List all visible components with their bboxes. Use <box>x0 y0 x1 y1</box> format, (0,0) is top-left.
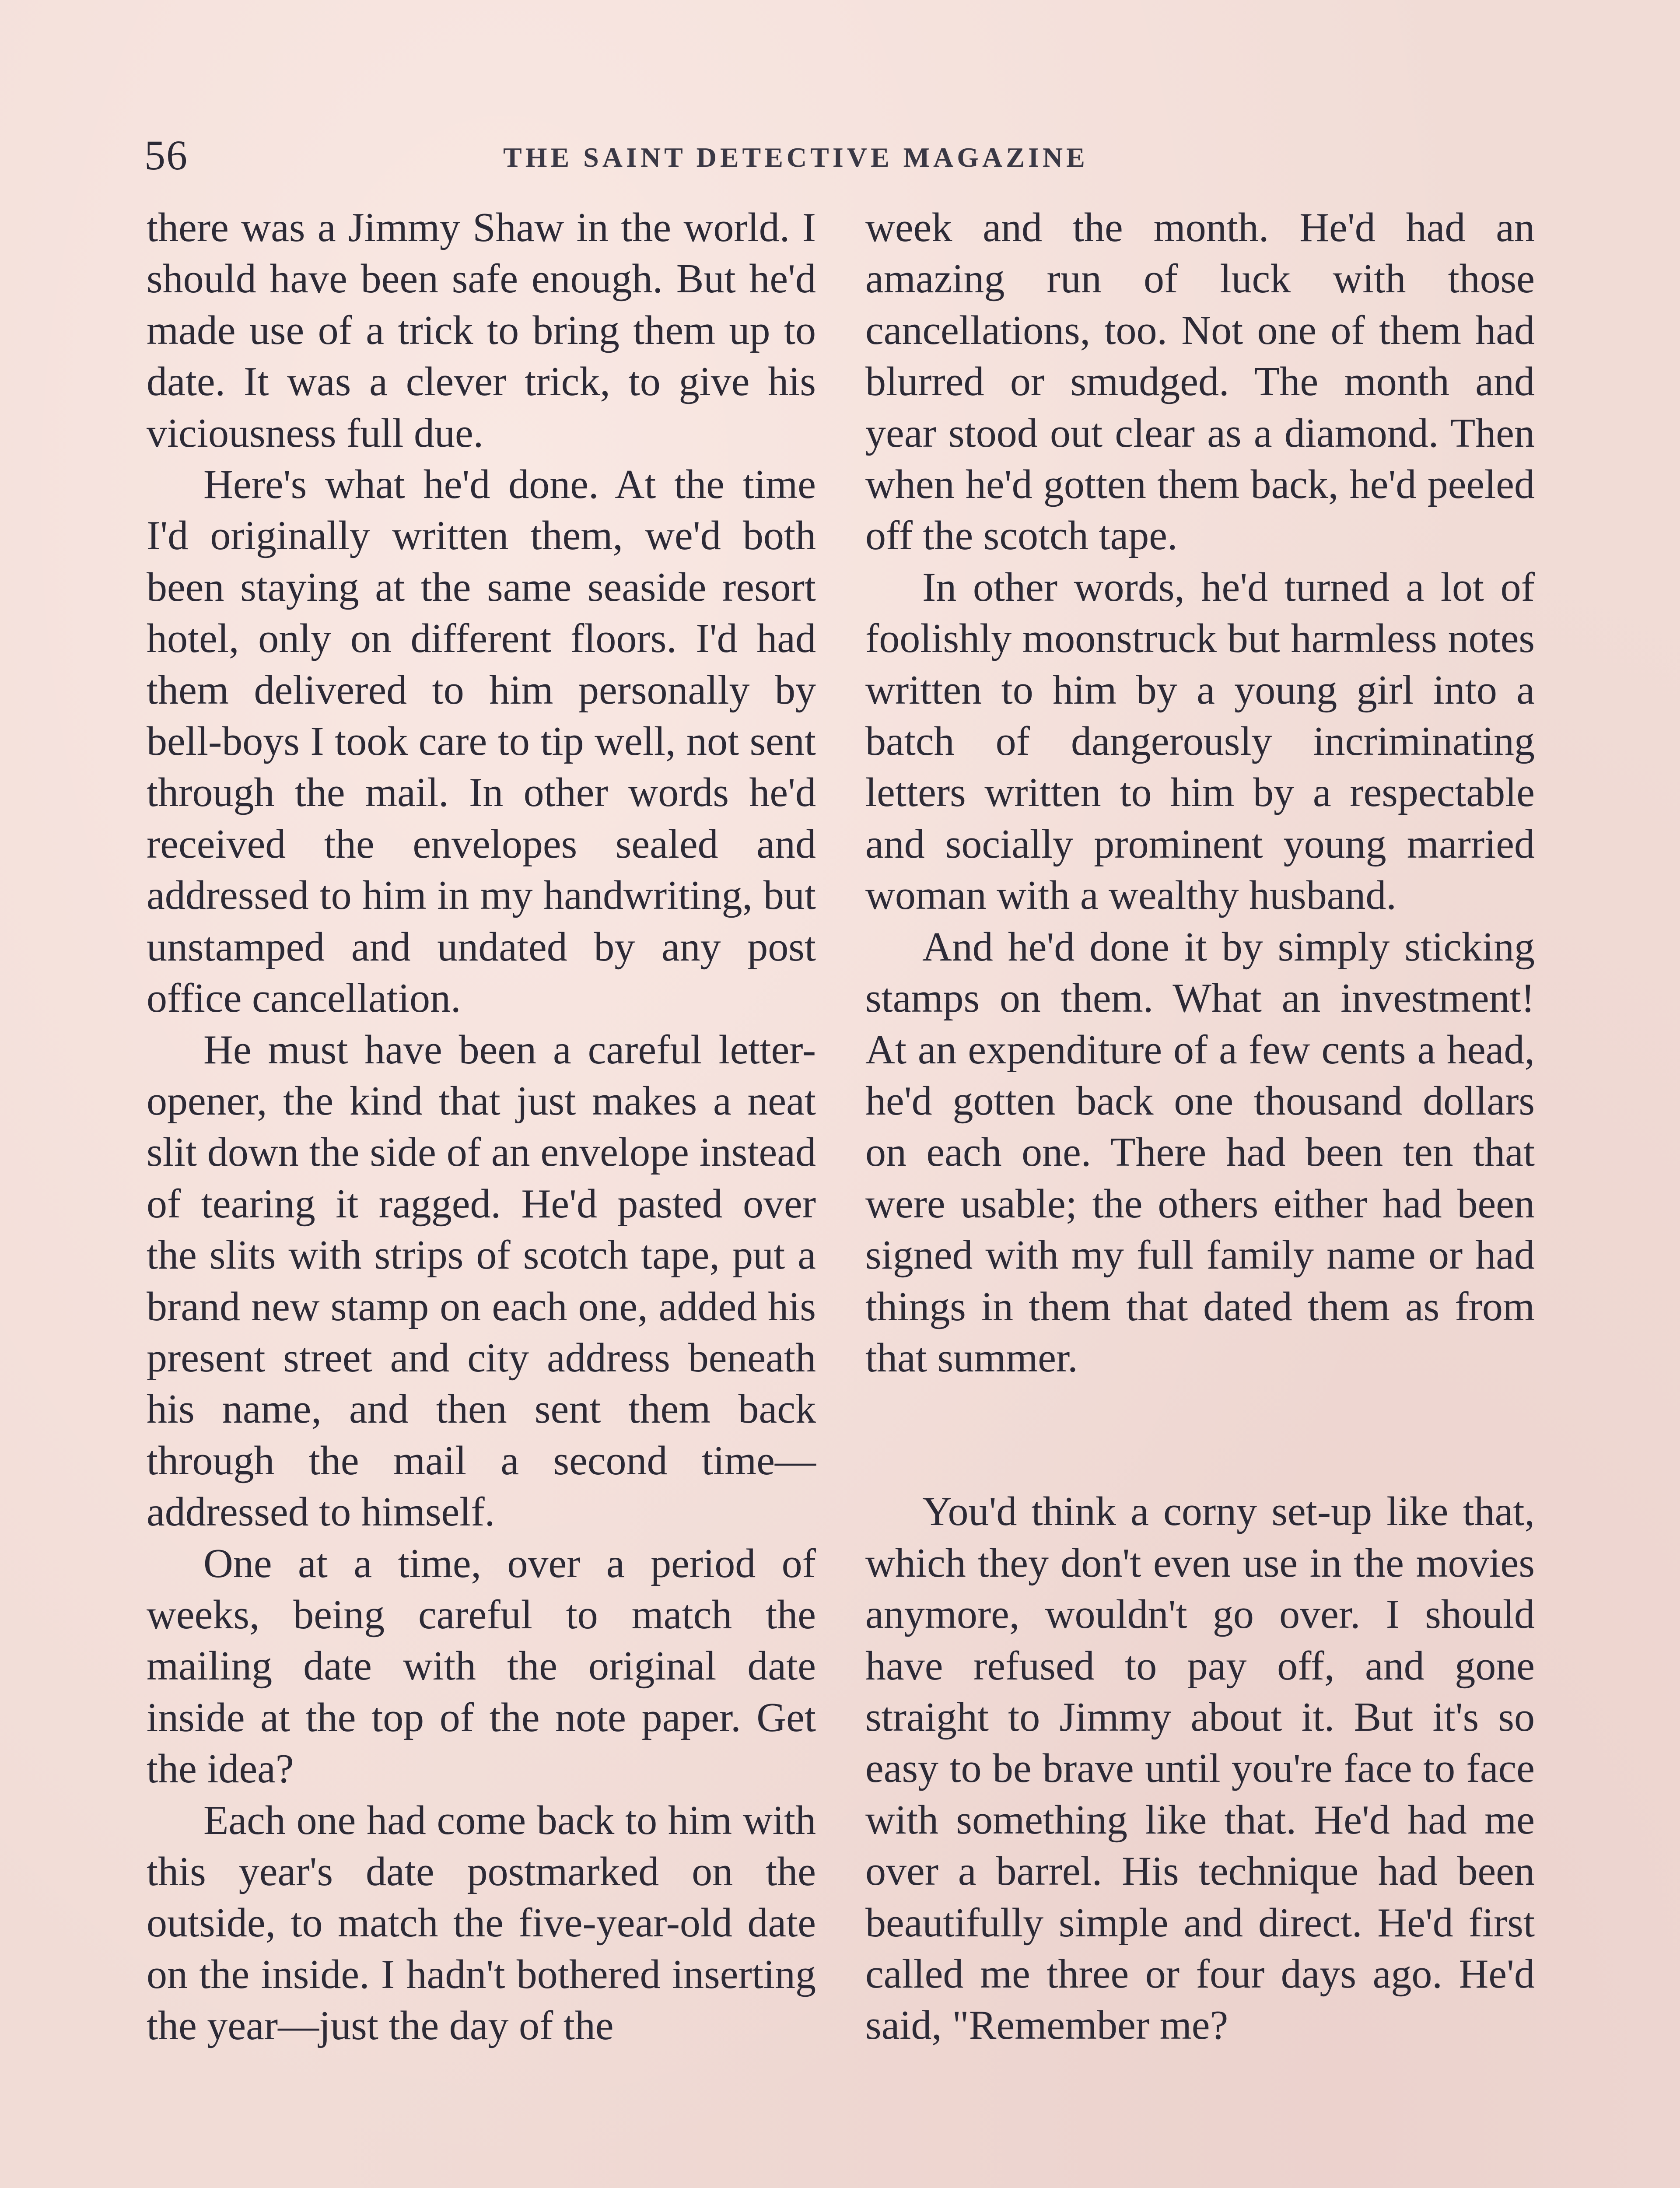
paragraph: In other words, he'd turned a lot of foolishly moonstruck but harmless notes written to him by a young girl into a batch of dangerously incriminating letters written to him by a respectable and socially prominent young married woman with a wealthy husband. <box>865 564 1535 919</box>
page-number: 56 <box>144 132 188 179</box>
left-column <box>147 202 816 2052</box>
right-column <box>865 202 1535 2051</box>
paragraph: there was a Jimmy Shaw in the world. I should have been safe enough. But he'd made use of a trick to bring them up to date. It was a clever trick, to give his viciousness full due. <box>147 205 816 456</box>
paragraph: Each one had come back to him with this year's date postmarked on the outside, to match the five-year-old date on the inside. I hadn't bothered inserting the year—just the day of the <box>147 1797 816 2049</box>
section-break <box>865 1384 1535 1486</box>
magazine-title: THE SAINT DETECTIVE MAGAZINE <box>503 142 1088 173</box>
paragraph: He must have been a careful letter-opener, the kind that just makes a neat slit down the side of an envelope instead of tearing it ragged. He'd pasted over the slits with strips of scotch tape, put a brand new stamp on each one, added his present street and city address beneath his name, and then sent them back through the mail a second time—addressed to himself. <box>147 1027 816 1535</box>
paragraph: You'd think a corny set-up like that, which they don't even use in the movies anymore, wouldn't go over. I should have refused to pay off, and gone straight to Jimmy about it. But it's so easy to be brave until you're face to face with something like that. He'd had me over a barrel. His technique had been beautifully simple and direct. He'd first called me three or four days ago. He'd said, "Remember me? <box>865 1489 1535 2048</box>
paragraph: And he'd done it by simply sticking stamps on them. What an investment! At an expenditure of a few cents a head, he'd gotten back one thousand dollars on each one. There had been ten that were usable; the others either had been signed with my full family name or had things in them that dated them as from that summer. <box>865 924 1535 1381</box>
paragraph: Here's what he'd done. At the time I'd originally written them, we'd both been staying at the same seaside resort hotel, only on different floors. I'd had them delivered to him personally by bell-boys I took care to tip well, not sent through the mail. In other words he'd received the envelopes sealed and addressed to him in my handwriting, but unstamped and undated by any post office cancellation. <box>147 462 816 1021</box>
paragraph: week and the month. He'd had an amazing run of luck with those cancellations, too. Not one of them had blurred or smudged. The month and year stood out clear as a diamond. Then when he'd gotten them back, he'd peeled off the scotch tape. <box>865 205 1535 559</box>
paragraph: One at a time, over a period of weeks, being careful to match the mailing date with the original date inside at the top of the note paper. Get the idea? <box>147 1540 816 1792</box>
running-head <box>144 131 1536 179</box>
